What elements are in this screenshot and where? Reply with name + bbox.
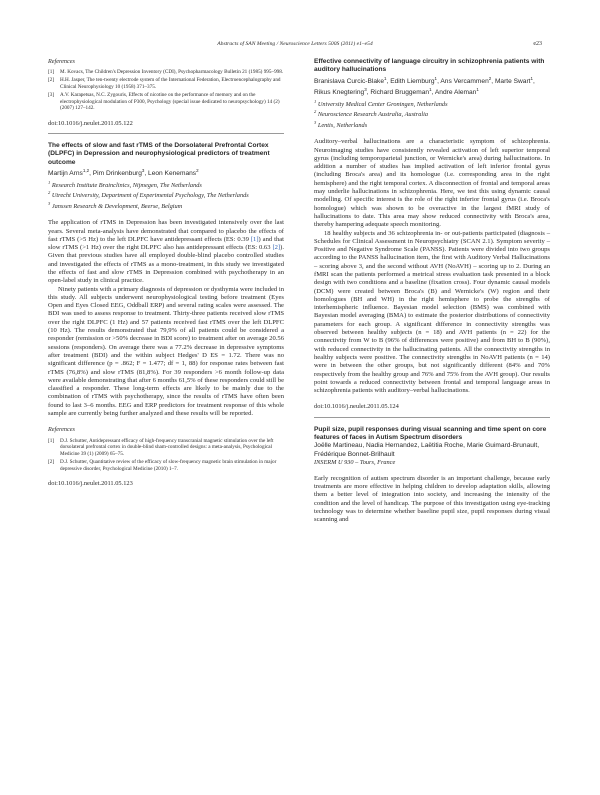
author-sup: 1 (384, 75, 387, 81)
right-column (314, 58, 550, 525)
article-authors: Branislava Curcic-Blake$^1$, Edith Liemburg$^1$, Ans Vercammen$^2$, Marte Swart$^1$, Rikus Knegtering$^3$, Richard Bruggeman$^1$, Andre Aleman$^1$ (314, 75, 535, 97)
author-sup: 1 (476, 87, 479, 93)
reference-text: H.H. Jasper, The ten-twenty electrode system of the International Federation, Electroencephalography and Clinical Neurophysiology 10 (1958) 371–375. (60, 77, 281, 90)
doi-line (48, 120, 284, 128)
body-paragraph: Ninety patients with a primary diagnosis of depression or dysthymia were included in this study. All subjects underwent neurophysiological testing before treatment (Eyes Open and Eyes Closed EEG, Oddball ERP) and several rating scales were assessed. The BDI was used to assess response to treatment. Thirty-three patients received slow rTMS over the right DLPFC (1 Hz) and 57 patients received fast rTMS over the left DLPFC (10 Hz). The results demonstrated that 79,9% of all patients could be considered a responder (remission or >50% decrease in BDI score) to treatment after on average 20.56 sessions (responders). On average there was a 77.2% decrease in depressive symptoms after treatment (BDI) and the within subject Hedges' D ES = 1.72. There was no significant difference (p = .862; F = 1.477; df = 1, 88) for response rates between fast rTMS (76,8%) and slow rTMS (81,8%). For 39 responders >6 month follow-up data were available demonstrating that after 6 months 61,5% of these responders could still be classified a responder. These long-term effects are likely to be mainly due to the combination of rTMS with psychotherapy, since the results of rTMS have often been found to last 3–6 months. EEG and ERP predictors for treatment response of this whole sample are currently being further analyzed and these results will be reported. (48, 285, 284, 418)
reference-number: [1] (48, 437, 55, 444)
references-heading: References (48, 426, 75, 434)
body-paragraph: Early recognition of autism spectrum disorder is an important challenge, because early treatments are more effective in helping children to develop adaptation skills, allowing them a better level of integration into society, and increasing the intensity of the condition and the level of handicap. The purpose of this investigation using eye-tracking technology was to determine whether baseline pupil size, pupil responses during visual scanning and (314, 474, 550, 524)
author-name: Leon Kenemans (148, 170, 197, 178)
author-name: Martijn Arns (48, 170, 83, 178)
reference-item (48, 77, 284, 90)
reference-text: D.J. Schutter, Antidepressant efficacy of high-frequency transcranial magnetic stimulation over the left dorsolateral prefrontal cortex in double-blind sham-controlled designs: a meta-analysis, Psychological Medicine 39 (1) (2009) 65–75. (60, 437, 274, 457)
affiliation-text: Janssen Research & Development, Beerse, Belgium (51, 203, 183, 211)
citation-link[interactable]: [2] (272, 244, 281, 252)
doi-link[interactable]: doi:10.1016/j.neulet.2011.05.123 (48, 480, 133, 488)
author-sup: 1 (434, 75, 438, 81)
affiliation-sup: 2 (48, 190, 51, 196)
reference-number: [2] (48, 458, 55, 465)
body-paragraph (48, 219, 284, 285)
page-number: e23 (533, 41, 542, 47)
affiliation (314, 98, 550, 109)
reference-item (48, 69, 284, 76)
affiliation (48, 189, 284, 200)
affiliation-sup: 3 (48, 201, 51, 207)
author-sup: 1 (530, 75, 533, 81)
doi-link[interactable]: doi:10.1016/j.neulet.2011.05.124 (314, 403, 399, 411)
affiliation (48, 200, 284, 211)
reference-list-2 (48, 438, 284, 472)
doi-line (314, 403, 550, 411)
author-sup: 3 (141, 168, 145, 174)
journal-header: Abstracts of SAN Meeting / Neuroscience Letters 500S (2011) e1–e54 (217, 41, 373, 47)
doi-line (48, 480, 284, 488)
article-title: Effective connectivity of language circuitry in schizophrenia patients with auditory hallucinations (314, 58, 545, 74)
article-authors: Joëlle Martineau, Nadia Hernandez, Laëtitia Roche, Marie Guimard-Brunault, Frédérique Bonnet-Brilhault (314, 442, 540, 458)
article-title: Pupil size, pupil responses during visual scanning and time spent on core features of faces in Autism Spectrum disorders (314, 425, 547, 442)
affiliation-text: Lentis, Netherlands (317, 122, 368, 130)
article-authors: Martijn Arns$^{1,2}$, Pim Drinkenburg$^3$, Leon Kenemans$^2$ (48, 168, 199, 178)
affiliation-sup: 1 (48, 179, 51, 185)
doi-link[interactable]: doi:10.1016/j.neulet.2011.05.122 (48, 119, 133, 127)
body-text: ). Given that previous studies have all employed double-blind placebo controlled studies and investigated the effects of rTMS as a mono-treatment, in this study we investigated the effects of fast and slow rTMS in Depression combined with psychotherapy in an open-label study in clinical practice. (48, 244, 284, 285)
affiliation-text: Research Institute Brainclinics, Nijmegen, The Netherlands (51, 181, 202, 189)
author-sup: 2 (488, 75, 492, 81)
affiliation-text: Utrecht University, Department of Experimental Psychology, The Netherlands (51, 192, 249, 200)
reference-item (48, 459, 284, 472)
author-name: Branislava Curcic-Blake (314, 77, 384, 85)
body-text: ) and that slow rTMS (>1 Hz) over the right DLPFC also has antidepressant effects (ES: 0.63 (48, 235, 284, 252)
author-name: Pim Drinkenburg (92, 170, 142, 178)
affiliation (48, 179, 284, 190)
affiliation-sup: 1 (314, 98, 317, 104)
body-text: The application of rTMS in Depression has been investigated intensively over the last years. Several meta-analysis have demonstrated that compared to placebo the effects of fast rTMS (>5 Hz) to the left DLPFC have antidepressant effects (ES: 0.39 (48, 219, 284, 243)
article-body (314, 138, 550, 395)
affiliation: INSERM U 930 – Tours, France (314, 458, 396, 466)
affiliation-text: University Medical Center Groningen, Netherlands (317, 100, 448, 108)
article-title: The effects of slow and fast rTMS of the Dorsolateral Prefrontal Cortex (DLPFC) in Depression and neurophysiological predictors of treatment outcome (48, 142, 270, 166)
author-sup: 3 (364, 87, 367, 93)
affiliation (314, 108, 550, 119)
author-name: Richard Bruggeman (370, 89, 430, 97)
reference-item (48, 92, 284, 112)
references-heading: References (48, 58, 75, 65)
reference-number: [1] (48, 69, 55, 76)
running-header (48, 41, 542, 51)
affiliation-sup: 3 (314, 120, 317, 126)
affiliation (314, 119, 550, 130)
author-sup: 1 (429, 87, 432, 93)
affiliation-sup: 2 (314, 109, 317, 115)
author-name: Andre Aleman (434, 89, 477, 97)
author-sup: 2 (196, 168, 199, 174)
citation-link[interactable]: [1] (250, 235, 259, 243)
affiliation-text: Neuroscience Research Australia, Australia (317, 111, 429, 119)
author-sup: 1,2 (82, 168, 90, 174)
reference-number: [2] (48, 77, 55, 84)
article-body (314, 475, 550, 525)
author-name: Ans Vercammen (440, 77, 489, 85)
author-name: Rikus Knegtering (314, 89, 365, 97)
reference-text: D.J. Schutter, Quantitative review of the efficacy of slow-frequency magnetic brain stimulation in major depressive disorder, Psychological Medicine (2010) 1–7. (60, 458, 277, 472)
reference-text: M. Kovacs, The Children's Depression Inventory (CDI), Psychopharmacology Bulletin 21 (1985) 995–998. (60, 69, 284, 76)
author-name: Marte Swart (494, 77, 531, 85)
reference-number: [3] (48, 92, 55, 99)
body-paragraph: Auditory–verbal hallucinations are a characteristic symptom of schizophrenia. Neuroimaging studies have consistently revealed activation of left superior temporal gyrus (including temporoparietal junction, or Wernicke's area) during hallucinations. In addition a number of studies has implied activation of left inferior frontal gyrus (including Broca's area) and its homologue (i.e. corresponding area in the right hemisphere) and the right temporal cortex. A disconnection of frontal and temporal areas may underlie hallucinations in schizophrenia. Here, we test this using dynamic causal modelling. Of specific interest is the role of the right inferior frontal gyrus (i.e. Broca's homologue) which was shown to be overactive in the largest fMRI study of hallucinations to date. This area may show reduced connectivity with Broca's area, thereby hampering adequate speech monitoring. (314, 138, 550, 229)
body-paragraph: 18 healthy subjects and 36 schizophrenia in- or out-patients participated (diagnosis – Schedules for Clinical Assessment in Neuropsychiatry (SCAN 2.1). Symptom severity – Positive and Negative Syndrome Scale (PANSS). Patients were divided into two groups according to the PANSS hallucination item, the first with Auditory Verbal Hallucinations – scoring above 3, and the second without AVH (NoAVH) – scoring up to 2. During an fMRI scan the patients performed a metrical stress evaluation task presented in a block design with two conditions and a baseline (fixation cross). Four dynamic causal models (DCM) were created between Broca's (B) and Wernicke's (W) region and their homologues (BH and WH) in the right hemisphere to probe the strengths of interhemispheric influence. Bayesian model selection (BMS) was combined with Bayesian model averaging (BMA) to estimate the posterior distributions of connectivity parameters for each group. A significant difference in connectivity strengths was observed between healthy subjects (n = 18) and AVH patients (n = 22) for the connectivity from W to B (96% of differences were positive) and from BH to B (90%), with reduced connectivity in the hallucinating patients. All the connectivity strengths in healthy subjects were positive. The connectivity strengths in NoAVH patients (n = 14) were in between the other groups, but not significantly different (84% and 70% respectively from the healthy group and 76% and 75% from the AVH group). Our results point towards a reduced connectivity between frontal and temporal language areas in schizophrenia patients with auditory–verbal hallucinations. (314, 229, 550, 395)
reference-item (48, 438, 284, 458)
left-column (48, 58, 284, 488)
article-body (48, 219, 284, 418)
divider (314, 417, 550, 418)
author-name: Edith Liemburg (390, 77, 435, 85)
reference-text: A.V. Karapetsas, N.C. Zygouris, Effects of nicotine on the performance of memory and on the electrophysiological modulation of P300, Psychology (special issue dedicated to neuropsychology) 14 (2) (2007) 127–142. (60, 92, 280, 112)
reference-list-1 (48, 69, 284, 112)
divider (48, 133, 284, 134)
